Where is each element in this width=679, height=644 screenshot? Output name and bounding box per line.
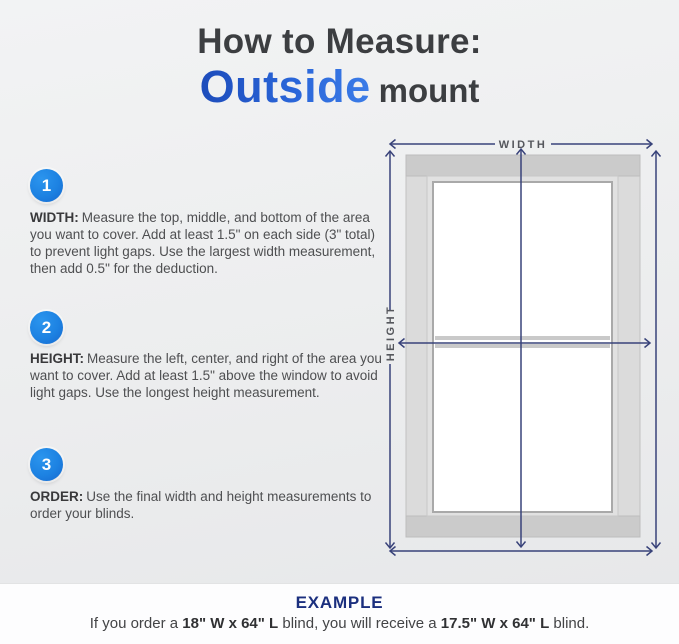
step-order-label: ORDER: [30,489,84,504]
example-order-size: 18" W x 64" L [182,615,279,632]
step-number-badge: 3 [30,448,63,481]
example-sentence [0,615,679,632]
width-dimension-label: WIDTH [498,139,548,151]
example-prefix: If you order a [89,615,183,632]
step-number-badge: 1 [30,169,63,202]
example-suffix: blind. [549,615,590,632]
mount-type-highlight: Outside [199,61,371,112]
window-illustration [406,155,640,537]
step-height-label: HEIGHT: [30,351,84,366]
example-middle: blind, you will receive a [278,615,441,632]
step-height-body: Measure the left, center, and right of the area you want to cover. Add at least 1.5" above the window to avoid light gaps. Use the longest height measurement. [30,351,382,400]
example-footer [0,583,679,644]
example-heading: EXAMPLE [295,593,384,612]
height-dimension-label: HEIGHT [385,304,397,362]
example-receive-size: 17.5" W x 64" L [440,615,550,632]
mount-type-suffix: mount [378,72,480,109]
step-width-body: Measure the top, middle, and bottom of the area you want to cover. Add at least 1.5" on each side (3" total) to prevent light gaps. Use the largest width measurement, then add 0.5" for the deduction. [30,210,376,276]
step-width-label: WIDTH: [30,210,79,225]
step-number-badge: 2 [30,311,63,344]
page-title: How to Measure: [197,22,482,61]
step-order-body: Use the final width and height measurements to order your blinds. [30,489,372,521]
